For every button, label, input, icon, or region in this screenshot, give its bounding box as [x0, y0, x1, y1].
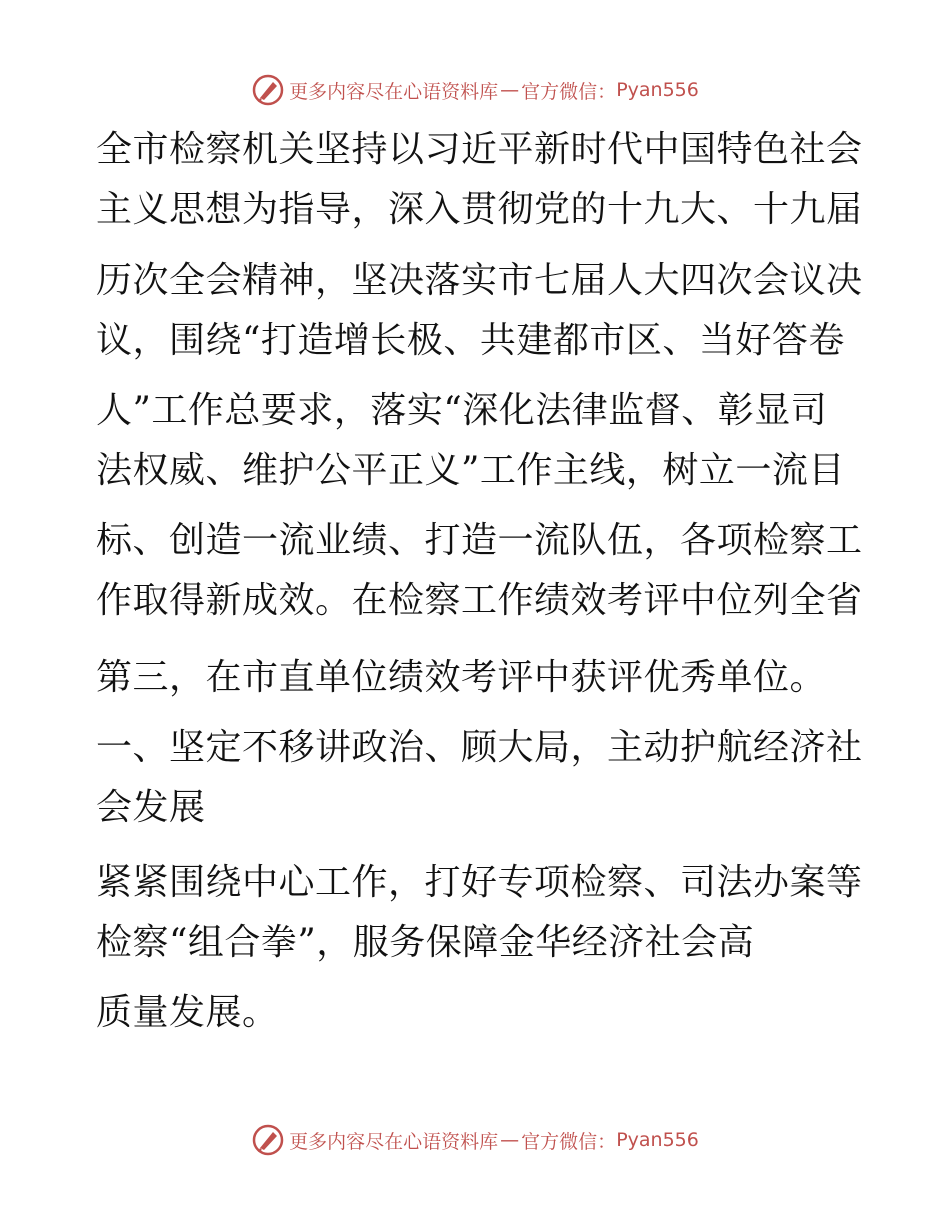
- watermark-separator: —: [500, 79, 520, 101]
- body-line: 历次全会精神，坚决落实市七届人大四次会议决: [96, 260, 863, 301]
- body-line: 主义思想为指导，深入贯彻党的十九大、十九届: [96, 189, 863, 230]
- body-line: 标、创造一流业绩、打造一流队伍，各项检察工: [96, 520, 863, 561]
- watermark-site-text: 更多内容尽在心语资料库: [289, 1130, 499, 1153]
- watermark-site-text: 更多内容尽在心语资料库: [289, 80, 499, 103]
- pen-logo-icon: [251, 1123, 285, 1157]
- section-heading-line: 一、坚定不移讲政治、顾大局，主动护航经济社: [96, 727, 863, 768]
- body-line: 法权威、维护公平正义”工作主线，树立一流目: [96, 450, 845, 491]
- body-line: 作取得新成效。在检察工作绩效考评中位列全省: [96, 580, 863, 621]
- footer-watermark: [0, 1120, 950, 1160]
- watermark-separator: —: [500, 1129, 520, 1151]
- section-heading-line: 会发展: [96, 787, 206, 828]
- body-line: 人”工作总要求，落实“深化法律监督、彰显司: [96, 390, 828, 431]
- watermark-official-label: 官方微信：: [521, 1130, 617, 1153]
- body-line: 第三，在市直单位绩效考评中获评优秀单位。: [96, 657, 827, 698]
- body-line: 质量发展。: [96, 992, 279, 1033]
- body-line: 议，围绕“打造增长极、共建都市区、当好答卷: [96, 320, 845, 361]
- body-line: 全市检察机关坚持以习近平新时代中国特色社会: [96, 129, 863, 170]
- pen-logo-icon: [251, 73, 285, 107]
- watermark-handle: Pyan556: [616, 1129, 699, 1151]
- body-line: 紧紧围绕中心工作，打好专项检察、司法办案等: [96, 862, 863, 903]
- header-watermark: [0, 70, 950, 110]
- watermark-handle: Pyan556: [616, 79, 699, 101]
- watermark-official-label: 官方微信：: [521, 80, 617, 103]
- body-line: 检察“组合拳”，服务保障金华经济社会高: [96, 922, 755, 963]
